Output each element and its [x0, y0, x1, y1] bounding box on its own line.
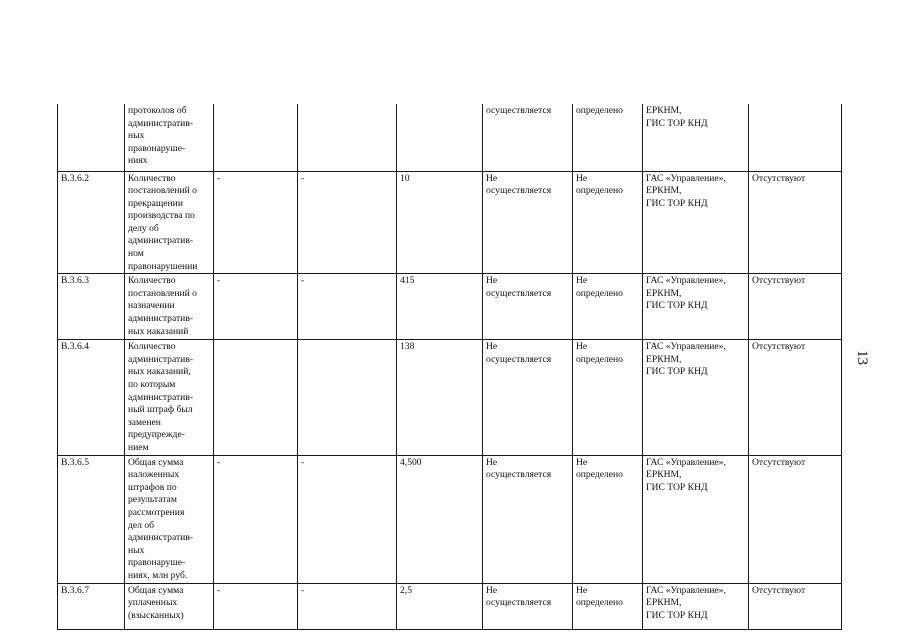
automation-text: Не осуществляется	[486, 456, 552, 481]
table-row	[58, 455, 842, 583]
notes-cell	[749, 455, 842, 583]
indicator-code-cell	[58, 340, 125, 455]
automation-text: осуществляется	[486, 105, 552, 116]
notes-cell	[749, 171, 842, 274]
source-text: ГАС «Управление», ЕРКНМ, ГИС ТОР КНД	[646, 275, 726, 312]
indicator-name-text: Общая сумма наложенных штрафов по результатам рассмотрения дел об административ- ных правонаруше- ниях, млн руб.	[128, 456, 194, 581]
method-text: определено	[576, 105, 623, 116]
indicator-name-cell	[125, 274, 214, 340]
baseline-text: -	[217, 584, 221, 596]
source-cell	[643, 274, 749, 340]
indicator-code-text: В.3.6.5	[61, 456, 89, 468]
indicator-code-cell	[58, 104, 125, 171]
notes-text: Отсутствуют	[752, 172, 806, 184]
baseline-text: -	[217, 456, 221, 468]
table-row	[58, 104, 842, 171]
baseline-cell	[214, 583, 298, 629]
baseline-cell	[214, 340, 298, 455]
value-text: 415	[400, 275, 415, 287]
indicator-code-cell	[58, 583, 125, 629]
automation-text: Не осуществляется	[486, 275, 552, 299]
target-cell	[298, 274, 397, 340]
source-text: ГАС «Управление», ЕРКНМ, ГИС ТОР КНД	[646, 456, 726, 493]
indicator-name-text: Количество постановлений о прекращении производства по делу об административ- ном правонарушении	[128, 172, 198, 272]
baseline-cell	[214, 274, 298, 340]
notes-text: Отсутствуют	[752, 341, 806, 353]
target-text: -	[301, 275, 305, 287]
indicator-code-cell	[58, 274, 125, 340]
automation-text: Не осуществляется	[486, 341, 552, 365]
automation-cell	[483, 104, 573, 171]
page-number: 13	[854, 350, 870, 365]
baseline-cell	[214, 171, 298, 274]
method-cell	[573, 455, 643, 583]
notes-text: Отсутствуют	[752, 275, 806, 287]
table-row	[58, 171, 842, 274]
baseline-cell	[214, 455, 298, 583]
target-text: -	[301, 584, 305, 596]
method-text: Не определено	[576, 456, 623, 481]
indicator-code-cell	[58, 171, 125, 274]
value-cell	[397, 340, 483, 455]
baseline-text: -	[217, 172, 221, 184]
notes-cell	[749, 274, 842, 340]
notes-cell	[749, 104, 842, 171]
indicator-name-cell	[125, 171, 214, 274]
target-cell	[298, 583, 397, 629]
indicator-code-text: В.3.6.2	[61, 172, 89, 184]
source-text: ЕРКНМ, ГИС ТОР КНД	[646, 105, 708, 129]
value-cell	[397, 104, 483, 171]
source-text: ГАС «Управление», ЕРКНМ, ГИС ТОР КНД	[646, 584, 726, 621]
value-text: 138	[400, 341, 415, 353]
method-cell	[573, 104, 643, 171]
baseline-cell	[214, 104, 298, 171]
indicator-name-text: Количество постановлений о назначении административ- ных наказаний	[128, 275, 197, 337]
table-row	[58, 340, 842, 455]
method-text: Не определено	[576, 341, 623, 365]
value-text: 10	[400, 172, 410, 184]
indicator-code-text: В.3.6.3	[61, 275, 89, 287]
baseline-text: -	[217, 275, 221, 287]
automation-cell	[483, 455, 573, 583]
indicator-name-text: Количество административ- ных наказаний, по которым административ- ный штраф был заменен предупрежде- нием	[128, 341, 194, 453]
method-cell	[573, 274, 643, 340]
notes-text: Отсутствуют	[752, 456, 806, 468]
table-body	[58, 104, 842, 629]
indicator-code-cell	[58, 455, 125, 583]
target-text: -	[301, 456, 305, 468]
target-cell	[298, 104, 397, 171]
source-cell	[643, 340, 749, 455]
value-text: 2,5	[400, 584, 412, 596]
automation-text: Не осуществляется	[486, 172, 552, 197]
value-cell	[397, 274, 483, 340]
automation-cell	[483, 274, 573, 340]
source-text: ГАС «Управление», ЕРКНМ, ГИС ТОР КНД	[646, 172, 726, 209]
indicator-name-cell	[125, 583, 214, 629]
target-cell	[298, 171, 397, 274]
indicator-name-cell	[125, 340, 214, 455]
table-row	[58, 274, 842, 340]
method-text: Не определено	[576, 584, 623, 609]
indicators-table	[57, 104, 842, 630]
value-cell	[397, 455, 483, 583]
indicator-code-text: В.3.6.4	[61, 341, 89, 353]
target-cell	[298, 455, 397, 583]
notes-cell	[749, 583, 842, 629]
method-cell	[573, 171, 643, 274]
indicator-code-text: В.3.6.7	[61, 584, 89, 596]
notes-cell	[749, 340, 842, 455]
automation-text: Не осуществляется	[486, 584, 552, 609]
indicator-name-cell	[125, 104, 214, 171]
method-text: Не определено	[576, 275, 623, 299]
value-text: 4,500	[400, 456, 422, 468]
value-cell	[397, 171, 483, 274]
value-cell	[397, 583, 483, 629]
method-cell	[573, 583, 643, 629]
source-cell	[643, 455, 749, 583]
source-cell	[643, 171, 749, 274]
indicator-name-text: Общая сумма уплаченных (взысканных)	[128, 584, 184, 621]
source-text: ГАС «Управление», ЕРКНМ, ГИС ТОР КНД	[646, 341, 726, 378]
notes-text: Отсутствуют	[752, 584, 806, 596]
source-cell	[643, 104, 749, 171]
target-cell	[298, 340, 397, 455]
indicator-name-text: протоколов об административ- ных правонаруше- ниях	[128, 105, 194, 167]
indicator-name-cell	[125, 455, 214, 583]
method-text: Не определено	[576, 172, 623, 197]
target-text: -	[301, 172, 305, 184]
source-cell	[643, 583, 749, 629]
automation-cell	[483, 583, 573, 629]
table-row	[58, 583, 842, 629]
automation-cell	[483, 340, 573, 455]
method-cell	[573, 340, 643, 455]
automation-cell	[483, 171, 573, 274]
